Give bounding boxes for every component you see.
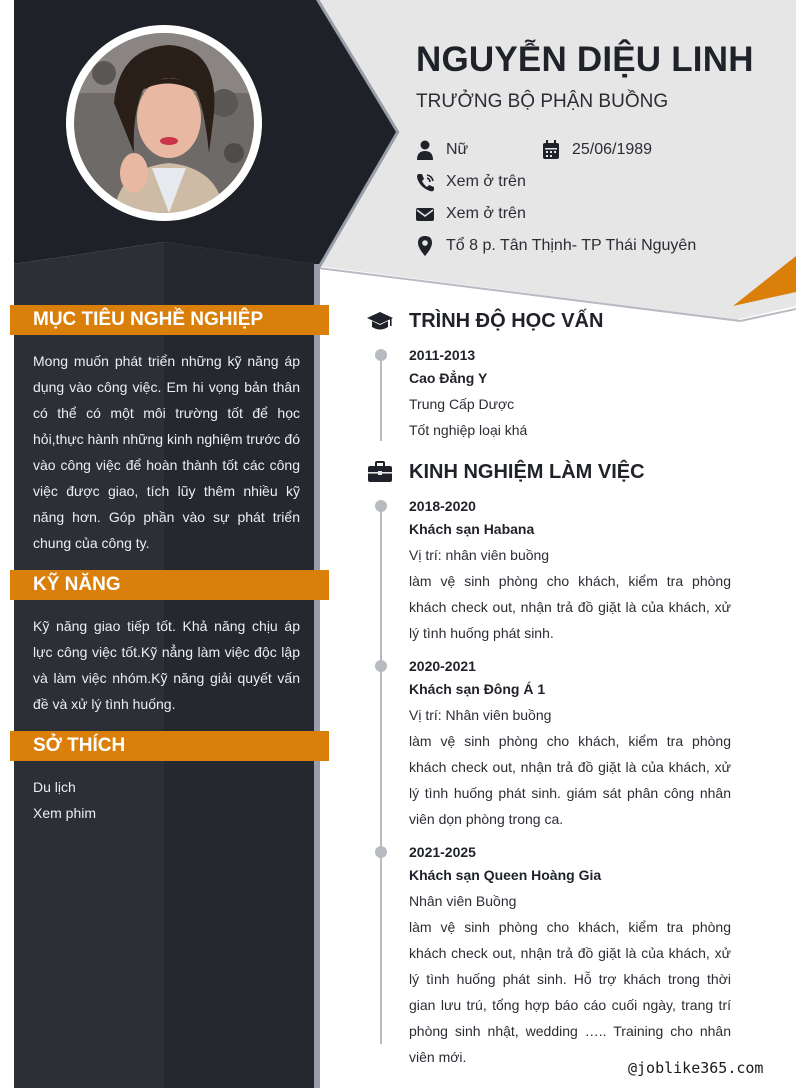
education-timeline bbox=[380, 355, 382, 441]
experience-description: làm vệ sinh phòng cho khách, kiểm tra phòng khách check out, nhận trả đồ giặt là của khách, xử lý tình huống phát sinh. giám sát phân công nhân viên dọn phòng trong ca. bbox=[409, 733, 731, 827]
profile-photo bbox=[74, 33, 254, 213]
experience-period: 2020-2021 bbox=[409, 658, 476, 674]
gender-value: Nữ bbox=[446, 141, 469, 158]
candidate-name: NGUYỄN DIỆU LINH bbox=[416, 40, 754, 79]
job-title: TRƯỞNG BỘ PHẬN BUỒNG bbox=[416, 91, 669, 112]
birthdate-row bbox=[542, 140, 652, 160]
timeline-dot bbox=[375, 349, 387, 361]
timeline-dot bbox=[375, 846, 387, 858]
experience-description: làm vệ sinh phòng cho khách, kiểm tra phòng khách check out, nhận trả đồ giặt là của khách, xử lý tình huống phát sinh. Hỗ trợ khách trong thời gian lưu trú, tổng hợp báo cáo cuối ngày, trang trí phòng sinh nhật, wedding ….. Training cho nhân viên mới. bbox=[409, 919, 731, 1065]
watermark: @joblike365.com bbox=[628, 1059, 764, 1077]
gender-row bbox=[416, 140, 468, 160]
education-entry bbox=[409, 345, 731, 443]
experience-entry bbox=[409, 842, 731, 1070]
experience-role: Nhân viên Buồng bbox=[409, 893, 517, 909]
education-header bbox=[367, 308, 603, 334]
envelope-icon bbox=[416, 204, 434, 224]
education-major: Trung Cấp Dược bbox=[409, 396, 515, 412]
skills-text: Kỹ năng giao tiếp tốt. Khả năng chịu áp lực công việc tốt.Kỹ nẳng làm việc độc lập và làm việc nhóm.Kỹ năng giải quyết vấn đề và xử lý tình huống. bbox=[33, 618, 300, 712]
email-value: Xem ở trên bbox=[446, 205, 526, 222]
left-column-border bbox=[314, 264, 320, 1088]
experience-company: Khách sạn Habana bbox=[409, 521, 535, 537]
experience-header bbox=[367, 459, 645, 485]
experience-timeline bbox=[380, 506, 382, 1044]
birthdate-value: 25/06/1989 bbox=[572, 141, 653, 158]
experience-company: Khách sạn Đông Á 1 bbox=[409, 681, 546, 697]
education-result: Tốt nghiệp loại khá bbox=[409, 422, 528, 438]
timeline-dot bbox=[375, 660, 387, 672]
experience-description: làm vệ sinh phòng cho khách, kiểm tra phòng khách check out, nhận trả đồ giặt là của khách, xử lý tình huống phát sinh. bbox=[409, 573, 731, 641]
experience-heading: KINH NGHIỆM LÀM VIỆC bbox=[409, 460, 645, 483]
objective-heading: MỤC TIÊU NGHỀ NGHIỆP bbox=[10, 305, 329, 335]
skills-heading: KỸ NĂNG bbox=[10, 570, 329, 600]
objective-text: Mong muốn phát triển những kỹ năng áp dụng vào công việc. Em hi vọng bản thân có thể có một môi trường tốt để học hỏi,thực hành những kinh nghiệm trước đó vào công việc để hoàn thành tốt các công việc được giao, tích lũy thêm nhiều kỹ năng hơn. Góp phần vào sự phát triển chung của công ty. bbox=[33, 353, 300, 551]
hobby-item: Xem phim bbox=[33, 805, 97, 821]
education-period: 2011-2013 bbox=[409, 347, 476, 363]
address-row bbox=[416, 236, 696, 256]
user-icon bbox=[416, 140, 434, 160]
phone-icon bbox=[416, 172, 434, 192]
phone-value: Xem ở trên bbox=[446, 173, 526, 190]
experience-period: 2021-2025 bbox=[409, 844, 476, 860]
experience-role: Vị trí: nhân viên buồng bbox=[409, 547, 550, 563]
experience-entry bbox=[409, 496, 731, 646]
education-heading: TRÌNH ĐỘ HỌC VẤN bbox=[409, 309, 604, 332]
experience-period: 2018-2020 bbox=[409, 498, 476, 514]
briefcase-icon bbox=[367, 459, 393, 485]
location-pin-icon bbox=[416, 236, 434, 256]
email-row bbox=[416, 204, 526, 224]
timeline-dot bbox=[375, 500, 387, 512]
phone-row bbox=[416, 172, 526, 192]
address-value: Tổ 8 p. Tân Thịnh- TP Thái Nguyên bbox=[446, 237, 697, 254]
graduation-cap-icon bbox=[367, 308, 393, 334]
hobby-item: Du lịch bbox=[33, 779, 76, 795]
experience-role: Vị trí: Nhân viên buồng bbox=[409, 707, 552, 723]
hobbies-heading: SỞ THÍCH bbox=[10, 731, 329, 761]
education-school: Cao Đẳng Y bbox=[409, 370, 488, 386]
experience-entry bbox=[409, 656, 731, 832]
calendar-icon bbox=[542, 140, 560, 160]
hobbies-list bbox=[33, 774, 96, 826]
avatar bbox=[66, 25, 262, 221]
experience-company: Khách sạn Queen Hoàng Gia bbox=[409, 867, 602, 883]
